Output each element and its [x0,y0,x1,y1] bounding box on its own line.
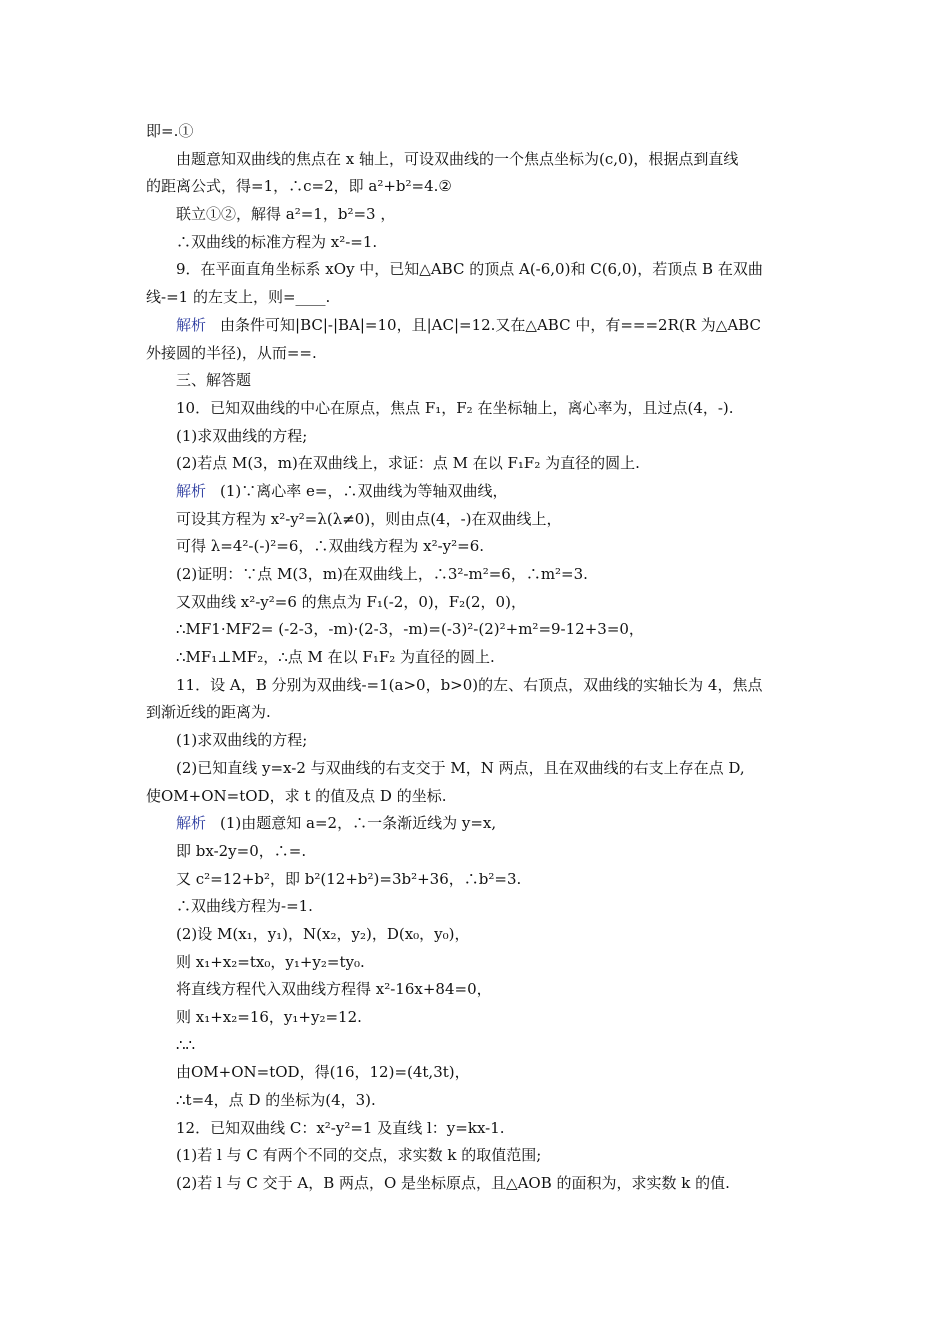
text-line [146,755,814,783]
line-text: (2)若点 M(3，m)在双曲线上，求证：点 M 在以 F₁F₂ 为直径的圆上. [176,454,640,473]
line-text: 联立①②，解得 a²=1，b²=3 ， [176,205,396,224]
line-text: 则 x₁+x₂=16，y₁+y₂=12. [176,1008,362,1026]
line-text: 由条件可知|BC|-|BA|=10，且|AC|=12.又在△ABC 中，有===2R(R 为△ABC [220,315,761,334]
text-line [146,450,814,478]
text-line [146,1059,814,1087]
line-text: 12．已知双曲线 C：x²-y²=1 及直线 l：y=kx-1. [176,1118,505,1137]
analysis-label: 解析 [176,315,207,334]
text-line [146,616,814,644]
line-text: (1)求双曲线的方程; [176,426,308,445]
text-line [146,1032,814,1060]
line-text: 使OM+ON=tOD，求 t 的值及点 D 的坐标. [146,786,447,805]
line-text: (2)已知直线 y=x-2 与双曲线的右支交于 M，N 两点，且在双曲线的右支上存在点 D, [176,758,745,777]
line-text: 三、解答题 [176,371,252,390]
line-text: 10．已知双曲线的中心在原点，焦点 F₁，F₂ 在坐标轴上，离心率为，且过点(4，-). [176,398,734,417]
line-text: (1)求双曲线的方程; [176,731,308,750]
line-text: 由题意知双曲线的焦点在 x 轴上，可设双曲线的一个焦点坐标为(c,0)，根据点到直线 [176,149,739,168]
text-line [146,340,814,368]
text-line [146,1004,814,1032]
text-line [146,644,814,672]
text-line [146,118,814,146]
text-line [146,866,814,894]
line-text: (2)证明：∵点 M(3，m)在双曲线上，∴3²-m²=6，∴m²=3. [176,565,588,583]
line-text: 又双曲线 x²-y²=6 的焦点为 F₁(-2，0)，F₂(2，0)， [176,592,526,611]
line-text: 可得 λ=4²-(-)²=6，∴双曲线方程为 x²-y²=6. [176,537,485,556]
line-text: 的距离公式，得=1，∴c=2，即 a²+b²=4.② [146,177,452,196]
line-text: (2)若 l 与 C 交于 A，B 两点，O 是坐标原点，且△AOB 的面积为，求实数 k 的值. [176,1174,730,1193]
line-text: 11．设 A，B 分别为双曲线-=1(a>0，b>0)的左、右顶点，双曲线的实轴长为 4，焦点 [176,675,763,694]
text-line [146,367,814,395]
line-text: (1)若 l 与 C 有两个不同的交点，求实数 k 的取值范围; [176,1146,542,1165]
text-line [146,838,814,866]
text-line [146,727,814,755]
document-body [146,118,814,1198]
line-text: 外接圆的半径)，从而==. [146,343,317,362]
line-text: ∴双曲线的标准方程为 x²-=1. [176,232,378,251]
text-line [146,256,814,284]
text-line [146,201,814,229]
line-text: (1)由题意知 a=2，∴一条渐近线为 y=x, [220,814,497,833]
text-line [146,699,814,727]
text-line [146,506,814,534]
line-text: 即=.① [146,122,194,140]
analysis-label: 解析 [176,481,207,500]
text-line [146,1142,814,1170]
text-line [146,1170,814,1198]
text-line [146,976,814,1004]
line-text: 9．在平面直角坐标系 xOy 中，已知△ABC 的顶点 A(-6,0)和 C(6,0)，若顶点 B 在双曲 [176,260,763,279]
line-text: 则 x₁+x₂=tx₀，y₁+y₂=ty₀. [176,952,365,971]
text-line [146,810,814,838]
line-text: (1)∵离心率 e=，∴双曲线为等轴双曲线， [220,481,508,500]
line-text: 即 bx-2y=0，∴=. [176,841,307,860]
text-line [146,312,814,340]
text-line [146,423,814,451]
text-line [146,561,814,589]
line-text: 线-=1 的左支上，则=____. [146,288,331,307]
text-line [146,1115,814,1143]
text-line [146,478,814,506]
text-line [146,533,814,561]
text-line [146,173,814,201]
line-text: ∴MF1·MF2= (-2-3，-m)·(2-3，-m)=(-3)²-(2)²+m²=9-12+3=0， [176,620,644,639]
analysis-label: 解析 [176,814,207,833]
line-text: ∴MF₁⊥MF₂，∴点 M 在以 F₁F₂ 为直径的圆上. [176,648,495,667]
line-text: ∴∴ [176,1035,196,1054]
line-text: 又 c²=12+b²，即 b²(12+b²)=3b²+36，∴b²=3. [176,869,522,888]
line-text: ∴t=4，点 D 的坐标为(4，3). [176,1091,376,1110]
text-line [146,893,814,921]
text-line [146,146,814,174]
text-line [146,284,814,312]
line-text: 到渐近线的距离为. [146,703,271,722]
text-line [146,395,814,423]
text-line [146,921,814,949]
text-line [146,949,814,977]
text-line [146,589,814,617]
text-line [146,229,814,257]
text-line [146,672,814,700]
text-line [146,783,814,811]
line-text: 将直线方程代入双曲线方程得 x²-16x+84=0， [176,980,492,999]
text-line [146,1087,814,1115]
line-text: 由OM+ON=tOD，得(16，12)=(4t,3t)， [176,1063,470,1082]
line-text: 可设其方程为 x²-y²=λ(λ≠0)，则由点(4，-)在双曲线上， [176,509,562,528]
line-text: (2)设 M(x₁，y₁)，N(x₂，y₂)，D(x₀，y₀)， [176,924,470,943]
line-text: ∴双曲线方程为-=1. [176,897,313,916]
